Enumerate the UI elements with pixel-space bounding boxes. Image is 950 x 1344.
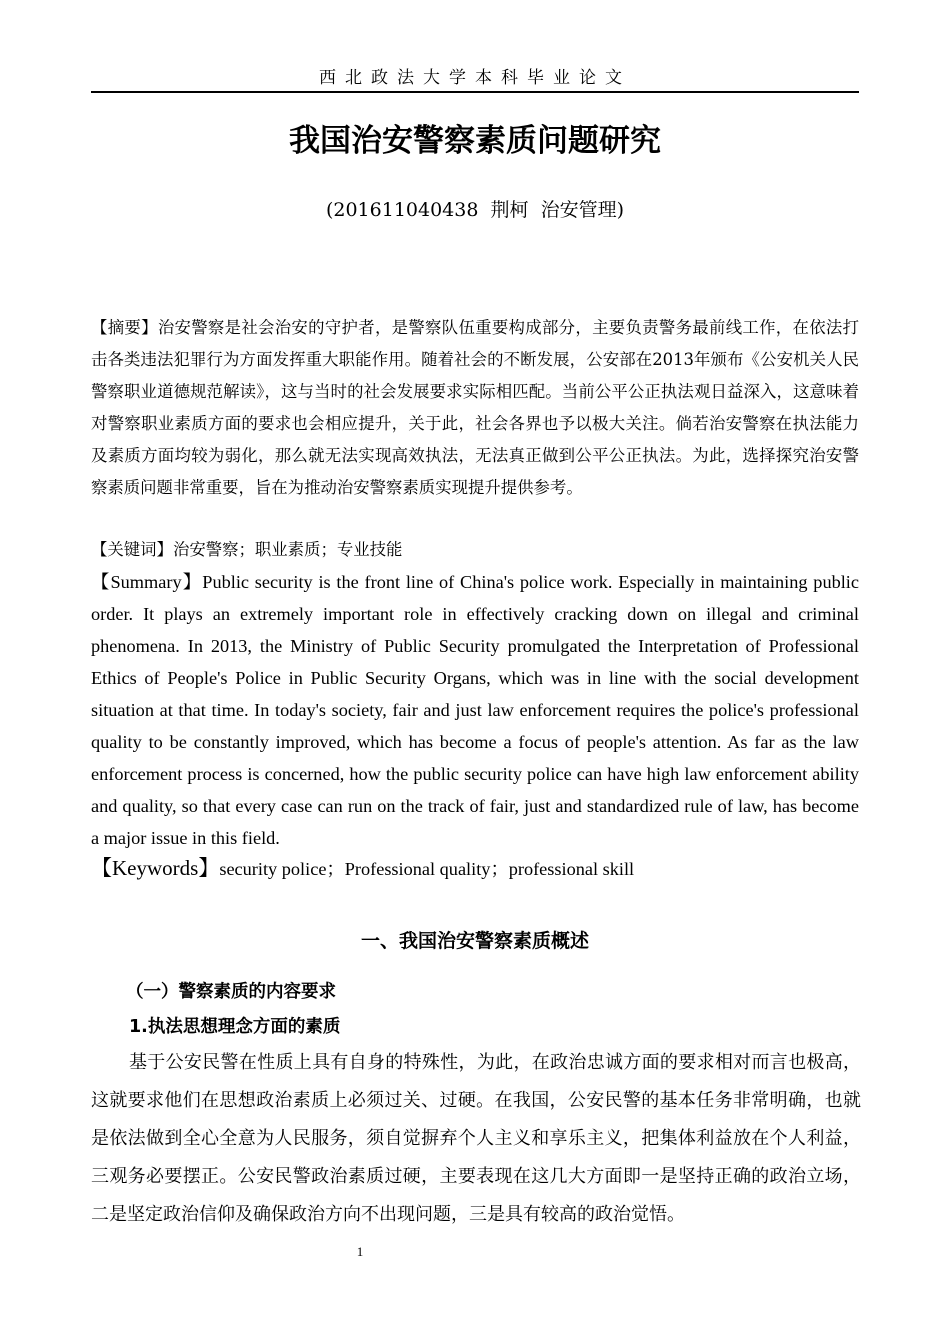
header-rule [91, 91, 859, 93]
keywords-en [91, 852, 859, 885]
keywords-zh-text: 治安警察；职业素质；专业技能 [172, 540, 403, 559]
abstract-zh [91, 312, 859, 504]
body-paragraph: 基于公安民警在性质上具有自身的特殊性，为此，在政治忠诚方面的要求相对而言也极高，这就要求他们在思想政治素质上必须过关、过硬。在我国，公安民警的基本任务非常明确，也就是依法做到全心全意为人民服务，须自觉摒弃个人主义和享乐主义，把集体利益放在个人利益，三观务必要摆正。公安民警政治素质过硬，主要表现在这几大方面即一是坚持正确的政治立场，二是坚定政治信仰及确保政治方向不出现问题，三是具有较高的政治觉悟。 [91, 1052, 861, 1225]
page-number: 1 [356, 1244, 364, 1259]
keywords-zh [91, 535, 859, 565]
summary-en [91, 566, 859, 854]
running-header: 西北政法大学本科毕业论文 [319, 68, 631, 88]
subsubsection-heading: 1.执法思想理念方面的素质 [129, 1017, 341, 1037]
summary-en-label: 【Summary】 [91, 572, 203, 592]
paper-title: 我国治安警察素质问题研究 [289, 123, 661, 159]
summary-en-text: Public security is the front line of China's police work. Especially in maintaining public order. It plays an extremely important role in effectively cracking down on illegal and criminal phenomena. In 2013, the Ministry of Public Security promulgated the Interpretation of Professional Ethics of People's Police in Public Security Organs, which was in line with the social development situation at that time. In today's society, fair and just law enforcement requires the police's professional quality to be constantly improved, which has become a focus of people's attention. As far as the law enforcement process is concerned, how the public security police can have high law enforcement ability and quality, so that every case can run on the track of fair, just and standardized rule of law, has become a major issue in this field. [91, 572, 860, 848]
subsection-heading: （一）警察素质的内容要求 [126, 982, 336, 1002]
keywords-zh-label: 【关键词】 [91, 540, 173, 559]
abstract-zh-label: 【摘要】 [91, 318, 158, 337]
section-heading: 一、我国治安警察素质概述 [360, 930, 589, 952]
author-line: (201611040438 荆柯 治安管理) [325, 199, 625, 221]
abstract-zh-text: 治安警察是社会治安的守护者，是警察队伍重要构成部分，主要负责警务最前线工作，在依法打击各类违法犯罪行为方面发挥重大职能作用。随着社会的不断发展，公安部在2013年颁布《公安机关人民警察职业道德规范解读》，这与当时的社会发展要求实际相匹配。当前公平公正执法观日益深入，这意味着对警察职业素质方面的要求也会相应提升，关于此，社会各界也予以极大关注。倘若治安警察在执法能力及素质方面均较为弱化，那么就无法实现高效执法，无法真正做到公平公正执法。为此，选择探究治安警察素质问题非常重要，旨在为推动治安警察素质实现提升提供参考。 [91, 318, 860, 497]
keywords-en-label: 【Keywords】 [91, 856, 220, 880]
keywords-en-text: security police；Professional quality；professional skill [219, 859, 635, 879]
